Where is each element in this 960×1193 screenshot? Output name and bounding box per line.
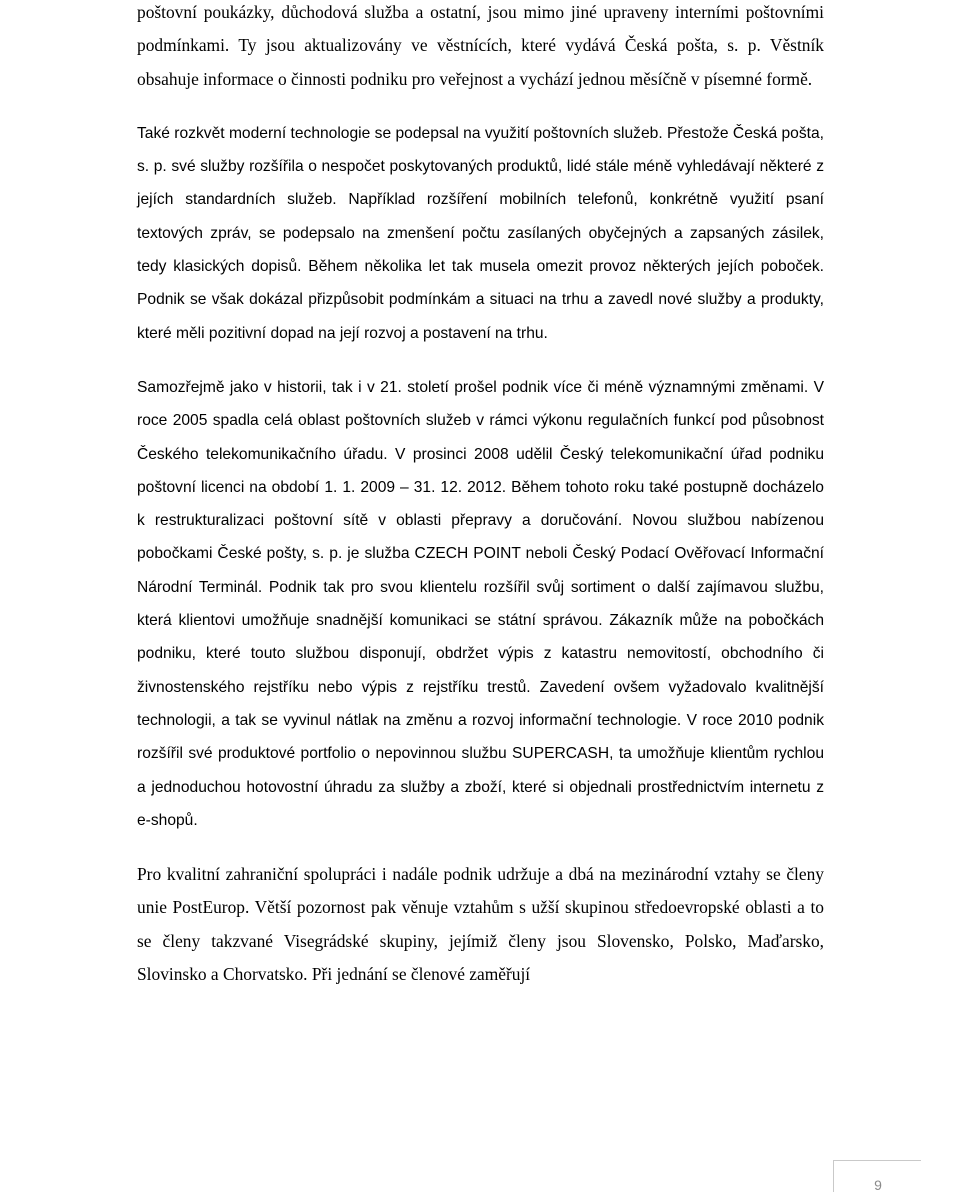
paragraph-international-cooperation: Pro kvalitní zahraniční spolupráci i nadále podnik udržuje a dbá na mezinárodní vztahy se členy unie PostEurop. Větší pozornost pak věnuje vztahům s užší skupinou středoevropské oblasti a to se členy takzvané Visegrádské skupiny, jejímiž členy jsou Slovensko, Polsko, Maďarsko, Slovinsko a Chorvatsko. Při jednání se členové zaměřují: [137, 864, 824, 985]
paragraph-21st-century-changes: Samozřejmě jako v historii, tak i v 21. století prošel podnik více či méně významnými změnami. V roce 2005 spadla celá oblast poštovních služeb v rámci výkonu regulačních funkcí pod působnost Českého telekomunikačního úřadu. V prosinci 2008 udělil Český telekomunikační úřad podniku poštovní licenci na období 1. 1. 2009 – 31. 12. 2012. Během tohoto roku také postupně docházelo k restrukturalizaci poštovní sítě v oblasti přepravy a doručování. Novou službou nabízenou pobočkami České pošty, s. p. je služba CZECH POINT neboli Český Podací Ověřovací Informační Národní Terminál. Podnik tak pro svou klientelu rozšířil svůj sortiment o další zajímavou službu, která klientovi umožňuje snadnější komunikaci se státní správou. Zákazník může na pobočkách podniku, které touto službou disponují, obdržet výpis z katastru nemovitostí, obchodního či živnostenského rejstříku nebo výpis z rejstříku trestů. Zavedení ovšem vyžadovalo kvalitnější technologii, a tak se vyvinul nátlak na změnu a rozvoj informační technologie. V roce 2010 podnik rozšířil své produktové portfolio o nepovinnou službu SUPERCASH, ta umožňuje klientům rychlou a jednoduchou hotovostní úhradu za služby a zboží, které si objednali prostřednictvím internetu z e-shopů.: [137, 378, 824, 829]
document-page: [137, 0, 824, 1012]
page-number: 9: [874, 1177, 882, 1193]
paragraph-technology-impact: Také rozkvět moderní technologie se podepsal na využití poštovních služeb. Přestože Česká pošta, s. p. své služby rozšířila o nespočet poskytovaných produktů, lidé stále méně vyhledávají některé z jejích standardních služeb. Například rozšíření mobilních telefonů, konkrétně využití psaní textových zpráv, se podepsalo na zmenšení počtu zasílaných obyčejných a zapsaných zásilek, tedy klasických dopisů. Během několika let tak musela omezit provoz některých jejích poboček. Podnik se však dokázal přizpůsobit podmínkám a situaci na trhu a zavedl nové služby a produkty, které měli pozitivní dopad na její rozvoj a postavení na trhu.: [137, 124, 824, 342]
paragraph-postal-services: poštovní poukázky, důchodová služba a ostatní, jsou mimo jiné upraveny interními poštovními podmínkami. Ty jsou aktualizovány ve věstnících, které vydává Česká pošta, s. p. Věstník obsahuje informace o činnosti podniku pro veřejnost a vychází jednou měsíčně v písemné formě.: [137, 2, 824, 89]
page-number-box: [833, 1160, 921, 1192]
